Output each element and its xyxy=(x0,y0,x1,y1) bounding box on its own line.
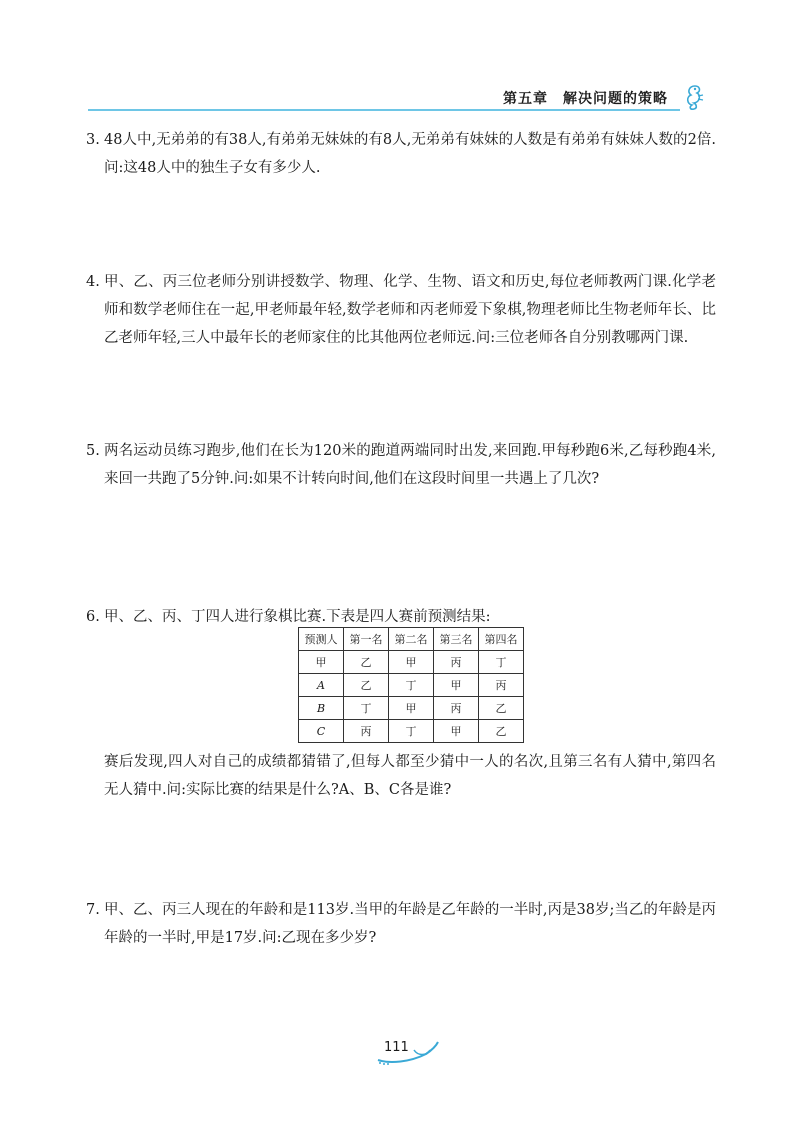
table-header: 第一名 xyxy=(344,628,389,651)
question-5 xyxy=(86,437,716,493)
table-cell: 丁 xyxy=(344,697,389,720)
table-cell: 甲 xyxy=(434,720,479,743)
table-cell: 丁 xyxy=(389,720,434,743)
question-text: 48人中,无弟弟的有38人,有弟弟无妹妹的有8人,无弟弟有妹妹的人数是有弟弟有妹妹人数的2倍.问:这48人中的独生子女有多少人. xyxy=(104,132,716,176)
table-cell: 丙 xyxy=(434,697,479,720)
table-cell-predictor: C xyxy=(299,720,344,743)
table-cell: 丁 xyxy=(389,674,434,697)
table-cell: 丙 xyxy=(479,674,524,697)
question-number: 5. xyxy=(86,443,100,459)
question-number: 6. xyxy=(86,609,100,625)
question-6-followup xyxy=(104,748,716,804)
table-cell: 丙 xyxy=(344,720,389,743)
question-text: 甲、乙、丙三人现在的年龄和是113岁.当甲的年龄是乙年龄的一半时,丙是38岁;当乙的年龄是丙年龄的一半时,甲是17岁.问:乙现在多少岁? xyxy=(104,902,716,946)
table-row xyxy=(299,720,524,743)
question-text: 两名运动员练习跑步,他们在长为120米的跑道两端同时出发,来回跑.甲每秒跑6米,乙每秒跑4米,来回一共跑了5分钟.问:如果不计转向时间,他们在这段时间里一共遇上了几次? xyxy=(104,443,716,487)
question-4 xyxy=(86,268,716,352)
seahorse-icon xyxy=(678,82,708,112)
table-row xyxy=(299,697,524,720)
table-cell: 乙 xyxy=(344,651,389,674)
table-row xyxy=(299,674,524,697)
table-cell: 乙 xyxy=(344,674,389,697)
table-cell-predictor: B xyxy=(299,697,344,720)
table-row xyxy=(299,651,524,674)
question-3 xyxy=(86,126,716,182)
question-number: 4. xyxy=(86,274,100,290)
table-cell: 丙 xyxy=(434,651,479,674)
question-7 xyxy=(86,896,716,952)
table-header-row xyxy=(299,628,524,651)
table-cell: 乙 xyxy=(479,720,524,743)
chapter-title: 第五章 解决问题的策略 xyxy=(503,91,668,107)
table-cell: 乙 xyxy=(479,697,524,720)
table-header: 第三名 xyxy=(434,628,479,651)
table-cell-predictor: 甲 xyxy=(299,651,344,674)
table-cell: 丁 xyxy=(479,651,524,674)
question-text: 甲、乙、丙三位老师分别讲授数学、物理、化学、生物、语文和历史,每位老师教两门课.化学老师和数学老师住在一起,甲老师最年轻,数学老师和丙老师爱下象棋,物理老师比生物老师年长、比乙老师年轻,三人中最年长的老师家住的比其他两位老师远.问:三位老师各自分别教哪两门课. xyxy=(104,274,716,346)
page-number xyxy=(370,1036,450,1066)
page-header xyxy=(88,88,708,110)
table-header: 第二名 xyxy=(389,628,434,651)
wave-ornament-icon xyxy=(370,1036,450,1066)
page-number-text: 111 xyxy=(384,1040,409,1055)
table-cell: 甲 xyxy=(434,674,479,697)
table-cell-predictor: A xyxy=(299,674,344,697)
prediction-table xyxy=(298,627,524,743)
table-cell: 甲 xyxy=(389,651,434,674)
table-header: 预测人 xyxy=(299,628,344,651)
question-number: 7. xyxy=(86,902,100,918)
question-text: 赛后发现,四人对自己的成绩都猜错了,但每人都至少猜中一人的名次,且第三名有人猜中,第四名无人猜中.问:实际比赛的结果是什么?A、B、C各是谁? xyxy=(104,754,716,798)
question-text: 甲、乙、丙、丁四人进行象棋比赛.下表是四人赛前预测结果: xyxy=(104,609,491,625)
table-cell: 甲 xyxy=(389,697,434,720)
question-number: 3. xyxy=(86,132,100,148)
table-header: 第四名 xyxy=(479,628,524,651)
header-rule xyxy=(88,109,680,111)
